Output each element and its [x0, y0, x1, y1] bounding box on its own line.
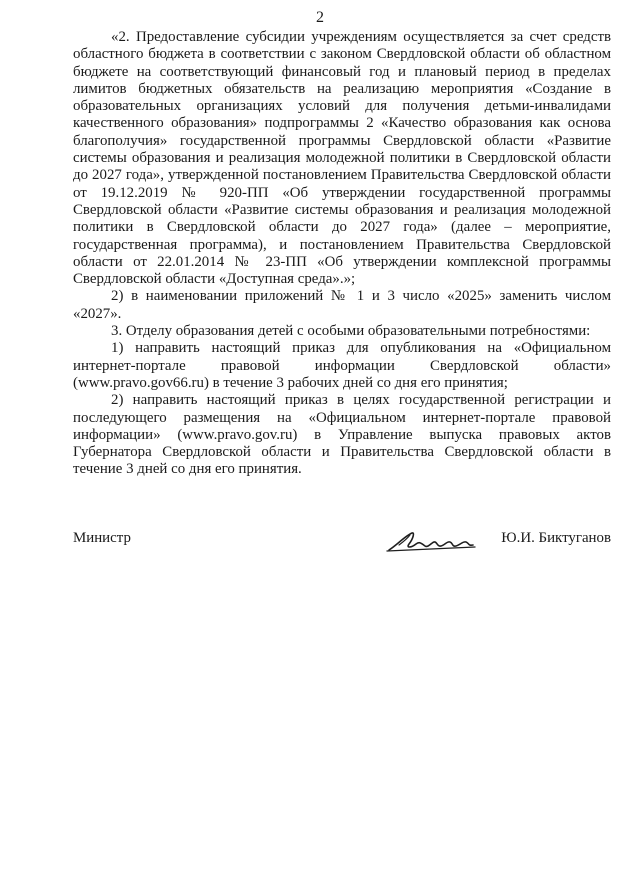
handwritten-signature [385, 527, 481, 557]
signature-block [73, 527, 611, 557]
signatory-title: Министр [73, 530, 131, 546]
paragraph-subsidy-provision: «2. Предоставление субсидии учреждениям осуществляется за счет средств областного бюджета в соответствии с законом Свердловской области об областном бюджете на соответствующий финансовый год и плановый период в пределах лимитов бюджетных обязательств на реализацию мероприятия «Создание в образовательных организациях условий для получения детьми-инвалидами качественного образования» подпрограммы 2 «Качество образования как основа благополучия» государственной программы Свердловской области «Развитие системы образования и реализация молодежной политики в Свердловской области до 2027 года», утвержденной постановлением Правительства Свердловской области от 19.12.2019 № 920-ПП «Об утверждении государственной программы Свердловской области «Развитие системы образования и реализация молодежной политики в Свердловской области до 2027 года» (далее – мероприятие, государственная программа), и постановлением Правительства Свердловской области от 22.01.2014 № 23-ПП «Об утверждении комплексной программы Свердловской области «Доступная среда».»; [73, 29, 611, 288]
page-number: 2 [316, 9, 324, 26]
document-body [73, 29, 611, 479]
paragraph-department-instruction: 3. Отделу образования детей с особыми образовательными потребностями: [111, 323, 591, 340]
paragraph-appendix-rename: 2) в наименовании приложений № 1 и 3 число «2025» заменить числом «2027». [73, 288, 611, 322]
signatory-name: Ю.И. Биктуганов [501, 530, 611, 546]
paragraph-publication-order: 1) направить настоящий приказ для опубликования на «Официальном интернет-портале правовой информации Свердловской области» (www.pravo.gov66.ru) в течение 3 рабочих дней со дня его принятия; [73, 340, 611, 391]
paragraph-registration-order: 2) направить настоящий приказ в целях государственной регистрации и последующего размещения на «Официальном интернет-портале правовой информации» (www.pravo.gov.ru) в Управление выпуска правовых актов Губернатора Свердловской области и Правительства Свердловской области в течение 3 дней со дня его принятия. [73, 392, 611, 478]
